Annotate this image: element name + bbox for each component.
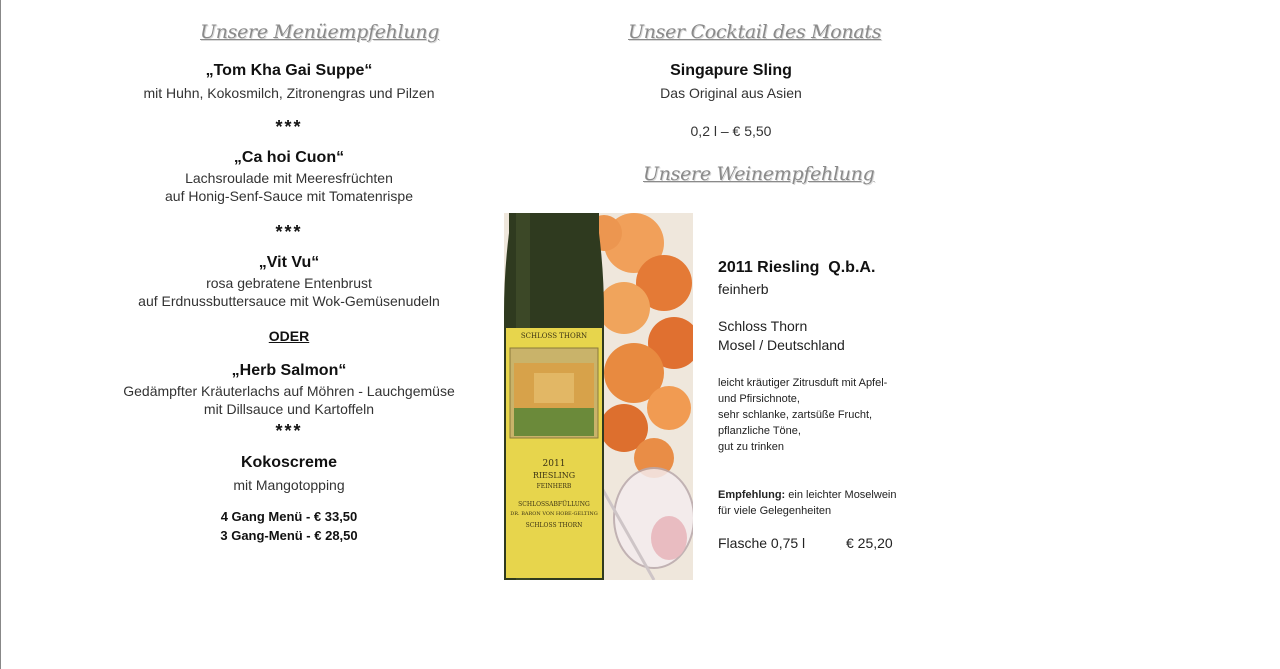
dish-5 bbox=[89, 454, 489, 494]
separator: *** bbox=[275, 222, 303, 242]
dish-2 bbox=[89, 149, 489, 205]
dish-title: „Ca hoi Cuon“ bbox=[233, 149, 345, 166]
dish-desc: Lachsroulade mit Meeresfrüchten bbox=[185, 170, 393, 186]
label-variety: RIESLING bbox=[532, 471, 576, 480]
wine-bottle-photo bbox=[504, 213, 693, 580]
label-top: SCHLOSS THORN bbox=[520, 332, 588, 340]
cocktail-name: Singapure Sling bbox=[670, 62, 792, 79]
wine-region: Mosel / Deutschland bbox=[718, 337, 845, 353]
price-4-course: 4 Gang Menü - € 33,50 bbox=[220, 509, 358, 524]
label-line3: SCHLOSS THORN bbox=[525, 522, 583, 529]
label-line2: DR. BARON VON HOBE-GELTING bbox=[510, 511, 598, 517]
wine-name: 2011 Riesling Q.b.A. bbox=[718, 259, 876, 276]
label-line1: SCHLOSSABFÜLLUNG bbox=[518, 501, 590, 508]
dish-title: „Vit Vu“ bbox=[258, 254, 320, 271]
wine-notes bbox=[718, 375, 887, 455]
dish-desc: Gedämpfter Kräuterlachs auf Möhren - Lauchgemüse bbox=[123, 383, 455, 399]
separator: *** bbox=[275, 117, 303, 137]
dish-desc: mit Dillsauce und Kartoffeln bbox=[203, 401, 375, 417]
dish-4 bbox=[89, 362, 489, 418]
dish-desc: auf Erdnussbuttersauce mit Wok-Gemüsenudeln bbox=[138, 293, 440, 309]
wine-producer: Schloss Thorn bbox=[718, 318, 808, 334]
wine-heading: Unsere Weinempfehlung bbox=[643, 163, 875, 185]
oder-label: ODER bbox=[268, 328, 310, 344]
bottle-price: € 25,20 bbox=[846, 535, 893, 551]
dish-3 bbox=[89, 254, 489, 310]
wine-note: leicht kräutiger Zitrusduft mit Apfel- bbox=[718, 377, 888, 389]
dish-desc: mit Huhn, Kokosmilch, Zitronengras und Pilzen bbox=[143, 85, 435, 101]
cocktail-heading: Unser Cocktail des Monats bbox=[628, 21, 882, 43]
dish-desc: rosa gebratene Entenbrust bbox=[206, 275, 372, 291]
separator: *** bbox=[275, 421, 303, 441]
dish-desc: mit Mangotopping bbox=[233, 477, 345, 493]
wine-recommendation bbox=[718, 487, 897, 519]
wine-note: und Pfirsichnote, bbox=[718, 393, 800, 405]
bottle-size: Flasche 0,75 l bbox=[718, 535, 806, 551]
recommendation-label: Empfehlung: bbox=[718, 489, 786, 501]
dish-title: Kokoscreme bbox=[240, 454, 338, 471]
cocktail-desc: Das Original aus Asien bbox=[660, 85, 802, 101]
dish-1 bbox=[89, 62, 489, 102]
recommendation-text-2: für viele Gelegenheiten bbox=[718, 505, 832, 517]
menu-prices bbox=[89, 507, 489, 545]
label-year: 2011 bbox=[542, 459, 566, 469]
price-3-course: 3 Gang-Menü - € 28,50 bbox=[220, 528, 358, 543]
menu-heading: Unsere Menüempfehlung bbox=[200, 21, 440, 43]
label-style: FEINHERB bbox=[536, 483, 572, 490]
wine-note: sehr schlanke, zartsüße Frucht, bbox=[718, 409, 873, 421]
wine-note: pflanzliche Töne, bbox=[718, 425, 801, 437]
wine-style: feinherb bbox=[718, 281, 769, 297]
dish-title: „Tom Kha Gai Suppe“ bbox=[205, 62, 373, 79]
dish-title: „Herb Salmon“ bbox=[231, 362, 347, 379]
cocktail-price: 0,2 l – € 5,50 bbox=[690, 123, 772, 139]
cocktail bbox=[581, 62, 881, 140]
dish-desc: auf Honig-Senf-Sauce mit Tomatenrispe bbox=[165, 188, 413, 204]
wine-note: gut zu trinken bbox=[718, 441, 785, 453]
recommendation-text: ein leichter Moselwein bbox=[785, 489, 897, 501]
